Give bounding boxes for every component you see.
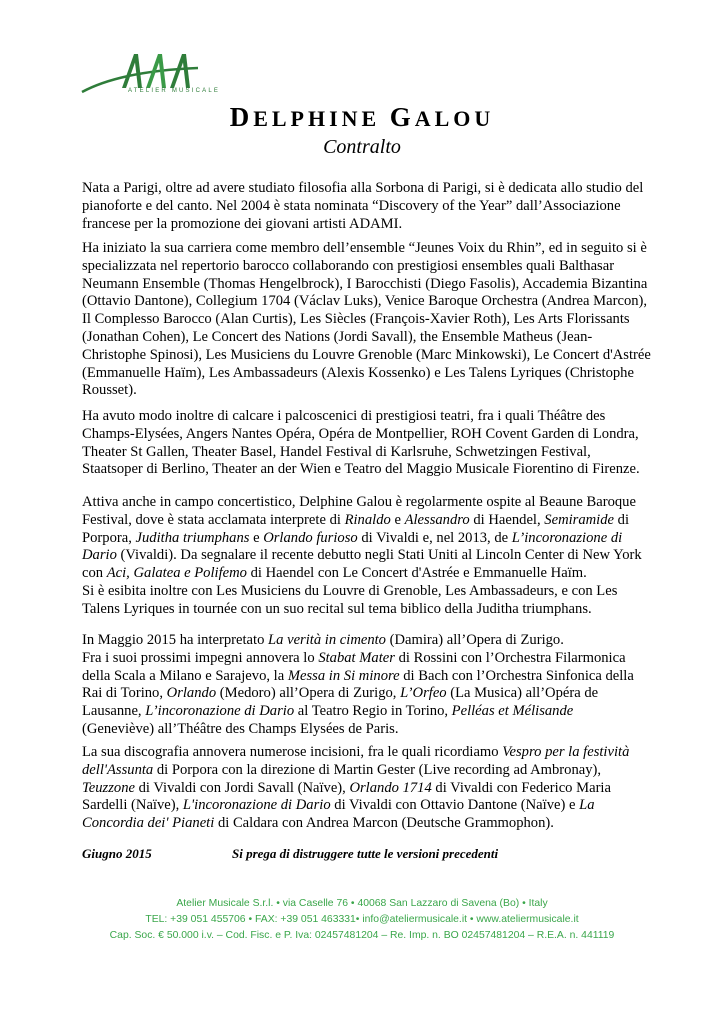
text-run: al Teatro Regio in Torino,	[294, 703, 452, 720]
text-run: Christophe Spinosi), Les Musiciens du Louvre Grenoble (Marc Minkowski), Le Concert d'Astrée	[82, 346, 651, 363]
italic-title: Vespro per la festività	[502, 744, 630, 760]
text-line	[82, 258, 652, 276]
text-run: Attiva anche in campo concertistico, Delphine Galou è regolarmente ospite al Beaune Baroque	[82, 494, 636, 510]
text-run: Lausanne,	[82, 703, 146, 720]
text-run: di Porpora con la direzione di Martin Gester (Live recording ad Ambronay),	[153, 761, 602, 778]
text-run: Festival, dove è stata acclamata interprete di	[82, 511, 345, 528]
italic-title: Orlando	[166, 685, 217, 702]
text-line	[82, 408, 652, 426]
text-run: Rousset).	[82, 382, 137, 399]
text-run: Sardelli (Naïve),	[82, 797, 183, 814]
text-line	[82, 461, 652, 479]
document-date: Giugno 2015	[82, 846, 152, 861]
text-line	[82, 530, 652, 548]
text-run: Si è esibita inoltre con Les Musiciens du Louvre di Grenoble, Les Ambassadeurs, e con Les	[82, 582, 618, 599]
artist-name	[0, 102, 724, 133]
voice-type: Contralto	[323, 136, 401, 158]
bio-paragraph-6	[82, 744, 652, 833]
italic-title: L’Orfeo	[400, 685, 447, 702]
text-line	[82, 583, 652, 601]
name-last-initial: G	[389, 102, 415, 132]
text-line	[82, 632, 652, 650]
text-line	[82, 365, 652, 383]
bio-paragraph-4	[82, 494, 652, 619]
text-run: Theater St Gallen, Theater Basel, Handel Festival di Karlsruhe, Schwetzingen Festival,	[82, 443, 591, 460]
text-line	[82, 565, 652, 583]
text-run: di Vivaldi e, nel 2013, de	[357, 529, 512, 546]
text-run: Rai di Torino,	[82, 685, 167, 702]
text-run: francese per la promozione dei giovani artisti ADAMI.	[82, 215, 403, 232]
text-run: specializzata nel repertorio barocco collaborando con prestigiosi ensembles quali Balthasar	[82, 257, 615, 274]
text-run: di	[614, 511, 630, 528]
text-run: (Geneviève) all’Théâtre des Champs Elysées de Paris.	[82, 720, 399, 737]
text-run: In Maggio 2015 ha interpretato	[82, 632, 269, 648]
name-last-rest: ALOU	[414, 106, 495, 131]
text-run: Ha avuto modo inoltre di calcare i palcoscenici di prestigiosi teatri, fra i quali Théâtre des	[82, 408, 606, 424]
text-run: La sua discografia annovera numerose incisioni, fra le quali ricordiamo	[82, 744, 503, 760]
italic-title: Orlando 1714	[349, 779, 432, 796]
bio-paragraph-5	[82, 632, 652, 739]
text-run: della Scala a Milano e Sarajevo, la	[82, 667, 288, 684]
italic-title: La verità in cimento	[268, 632, 386, 648]
text-run: Neumann Ensemble (Thomas Hengelbrock), I Barocchisti (Diego Fasolis), Accademia Bizantina	[82, 275, 648, 292]
text-line	[82, 780, 652, 798]
text-run: (Emmanuelle Haïm), Les Ambassadeurs (Alexis Kossenko) e Les Talens Lyriques (Christophe	[82, 364, 634, 381]
text-line	[82, 685, 652, 703]
italic-title: L’incoronazione di Dario	[145, 703, 295, 720]
text-line	[82, 668, 652, 686]
footer-registration: Cap. Soc. € 50.000 i.v. – Cod. Fisc. e P. Iva: 02457481204 – Re. Imp. n. BO 02457481204 – R.E.A. n. 441119	[109, 930, 615, 941]
text-run: (La Musica) all’Opéra de	[446, 685, 599, 702]
italic-title: Dario	[82, 547, 117, 564]
italic-title: Semiramide	[544, 511, 615, 528]
text-run: (Jonathan Cohen), Le Concert des Nations (Jordi Savall), the Ensemble Matheus (Jean-	[82, 328, 593, 345]
bio-paragraph-2	[82, 240, 652, 400]
italic-title: Pelléas et Mélisande	[451, 703, 574, 720]
text-line	[82, 601, 652, 619]
text-line	[82, 650, 652, 668]
bio-paragraph-3	[82, 408, 652, 479]
name-first-initial: D	[229, 102, 254, 132]
text-run: e	[249, 529, 264, 546]
bio-paragraph-1	[82, 180, 652, 233]
text-run: di Haendel con Le Concert d'Astrée e Emmanuelle Haïm.	[246, 565, 587, 582]
footer-contacts: TEL: +39 051 455706 • FAX: +39 051 463331• info@ateliermusicale.it • www.ateliermusicale.it	[145, 914, 579, 925]
text-line	[82, 276, 652, 294]
italic-title: Concordia dei' Pianeti	[82, 815, 215, 832]
italic-title: dell'Assunta	[82, 761, 154, 778]
text-line	[82, 815, 652, 833]
text-run: Ha iniziato la sua carriera come membro dell’ensemble “Jeunes Voix du Rhin”, ed in seguito si è	[82, 240, 647, 256]
text-line	[82, 494, 652, 512]
text-run: (Vivaldi). Da segnalare il recente debutto negli Stati Uniti al Lincoln Center di New York	[116, 547, 642, 564]
text-line	[82, 703, 652, 721]
text-run: di Vivaldi con Ottavio Dantone (Naïve) e	[330, 797, 580, 814]
text-run: con	[82, 565, 107, 582]
text-run: Fra i suoi prossimi impegni annovera lo	[82, 649, 319, 666]
italic-title: Rinaldo	[344, 511, 391, 528]
text-run: di Haendel,	[469, 511, 545, 528]
text-line	[82, 721, 652, 739]
name-first-rest: ELPHINE	[253, 106, 381, 131]
text-line	[82, 329, 652, 347]
company-footer	[0, 896, 724, 944]
text-run: di Vivaldi con Federico Maria	[431, 779, 611, 796]
text-run: di Rossini con l’Orchestra Filarmonica	[394, 649, 626, 666]
text-line	[82, 216, 652, 234]
text-run: e	[390, 511, 405, 528]
text-run: Il Complesso Barocco (Alan Curtis), Les Siècles (François-Xavier Roth), Les Arts Florissants	[82, 311, 630, 328]
text-run: di Bach con l’Orchestra Sinfonica della	[399, 667, 634, 684]
logo-caption: ATELIER MUSICALE	[128, 88, 221, 94]
text-line	[82, 762, 652, 780]
text-run: Porpora,	[82, 529, 136, 546]
text-run: Champs-Elysées, Angers Nantes Opéra, Opéra de Montpellier, ROH Covent Garden di Londra,	[82, 425, 639, 442]
version-note: Si prega di distruggere tutte le versioni precedenti	[232, 846, 499, 861]
text-run: di Caldara con Andrea Marcon (Deutsche Grammophon).	[214, 815, 554, 832]
text-run: (Ottavio Dantone), Collegium 1704 (Václav Luks), Venice Baroque Orchestra (Andrea Marcon),	[82, 293, 648, 310]
italic-title: La	[579, 797, 595, 814]
text-run: Nata a Parigi, oltre ad avere studiato filosofia alla Sorbona di Parigi, si è dedicata allo studio del	[82, 180, 644, 196]
text-line	[82, 744, 652, 762]
italic-title: Stabat Mater	[318, 649, 395, 666]
text-run: (Medoro) all’Opera di Zurigo,	[216, 685, 401, 702]
italic-title: Aci, Galatea e Polifemo	[106, 565, 247, 582]
footer-address: Atelier Musicale S.r.l. • via Caselle 76 • 40068 San Lazzaro di Savena (Bo) • Italy	[176, 898, 548, 909]
text-line	[82, 240, 652, 258]
text-line	[82, 444, 652, 462]
italic-title: Teuzzone	[82, 779, 135, 796]
text-run: (Damira) all’Opera di Zurigo.	[385, 632, 564, 648]
text-line	[82, 547, 652, 565]
italic-title: L'incoronazione di Dario	[182, 797, 331, 814]
italic-title: L’incoronazione di	[511, 529, 623, 546]
italic-title: Messa in Si minore	[287, 667, 400, 684]
text-run: pianoforte e del canto. Nel 2004 è stata nominata “Discovery of the Year” dall’Associazione	[82, 197, 621, 214]
text-line	[82, 797, 652, 815]
text-line	[82, 198, 652, 216]
italic-title: Alessandro	[404, 511, 470, 528]
text-line	[82, 347, 652, 365]
text-line	[82, 293, 652, 311]
italic-title: Orlando furioso	[263, 529, 358, 546]
text-run: Staatsoper di Berlino, Theater an der Wien e Teatro del Maggio Musicale Fiorentino di Firenze.	[82, 461, 640, 478]
text-line	[82, 512, 652, 530]
text-run: di Vivaldi con Jordi Savall (Naïve),	[134, 779, 350, 796]
text-line	[82, 180, 652, 198]
italic-title: Juditha triumphans	[135, 529, 250, 546]
text-run: Talens Lyriques in tournée con un suo recital sul tema biblico della Juditha triumphans.	[82, 600, 592, 617]
text-line	[82, 311, 652, 329]
text-line	[82, 426, 652, 444]
text-line	[82, 382, 652, 400]
